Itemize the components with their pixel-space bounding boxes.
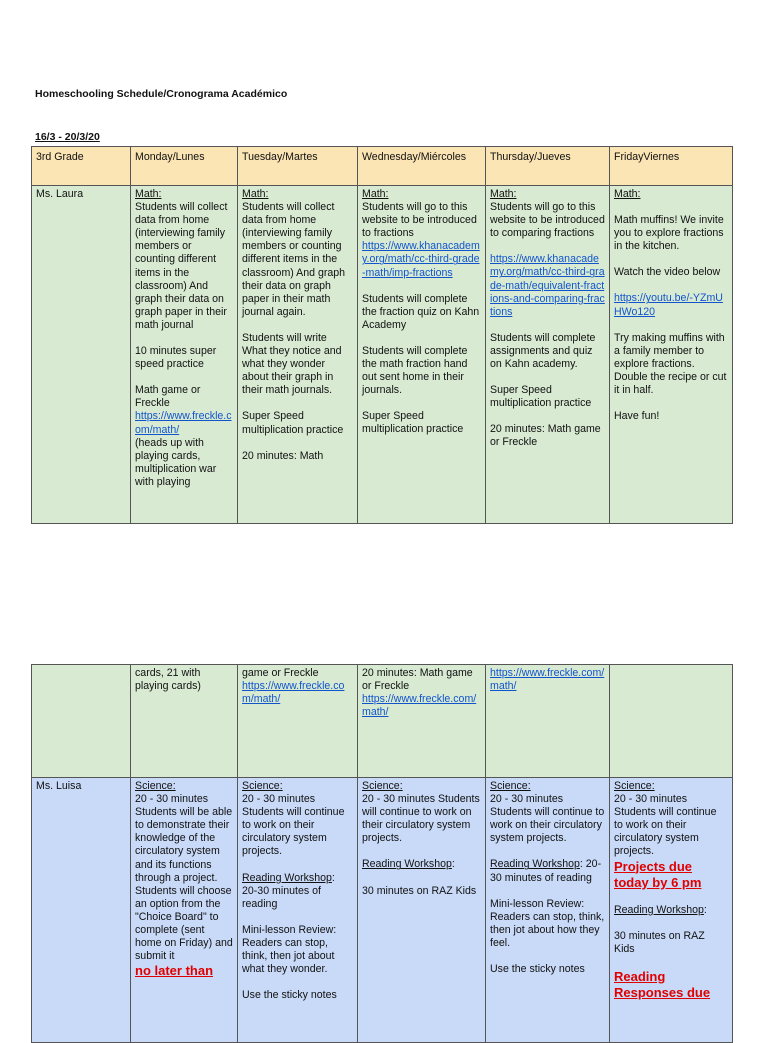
cell-text: 10 minutes super speed practice xyxy=(135,345,217,371)
cell-monday-cont xyxy=(131,665,238,778)
cell-text: game or Freckle xyxy=(242,667,319,679)
cell-friday-science xyxy=(610,778,733,1043)
cell-text: Math game or Freckle xyxy=(135,384,201,410)
date-range: 16/3 - 20/3/20 xyxy=(35,131,100,143)
cell-monday-math xyxy=(131,186,238,524)
cell-wednesday-cont xyxy=(358,665,486,778)
reading-workshop: Reading Workshop: xyxy=(614,903,707,916)
cell-tuesday-cont xyxy=(238,665,358,778)
cell-text: Mini-lesson Review: Readers can stop, think, then jot about how they feel. xyxy=(490,897,605,949)
cell-text: 20 - 30 minutes Students will continue to work on their circulatory system projects. xyxy=(362,793,480,845)
header-thursday: Thursday/Jueves xyxy=(486,147,610,186)
cell-friday-math xyxy=(610,186,733,524)
subject-label: Reading Workshop xyxy=(362,858,452,871)
cell-text: Students will complete assignments and quiz on Kahn academy. xyxy=(490,331,596,371)
cell-text: Students will go to this website to be introduced to comparing fractions xyxy=(490,201,605,240)
cell-monday-science xyxy=(131,778,238,1043)
cell-text: Super Speed multiplication practice xyxy=(490,384,592,410)
deadline-note: Projects due today by 6 pm xyxy=(614,858,702,890)
cell-text: cards, 21 with playing cards) xyxy=(135,667,201,693)
schedule-table-2 xyxy=(31,664,733,1043)
cell-text: 30 minutes on RAZ Kids xyxy=(614,929,705,955)
cell-text: Super Speed multiplication practice xyxy=(242,410,344,436)
cell-text: 30 minutes on RAZ Kids xyxy=(362,884,477,897)
schedule-table-1 xyxy=(31,146,733,524)
subject-label: Reading Workshop xyxy=(614,903,704,916)
cell-text: Math muffins! We invite you to explore fractions in the kitchen. xyxy=(614,214,724,253)
subject-label: Science: xyxy=(135,780,176,792)
freckle-link[interactable]: https://www.freckle.com/math/ xyxy=(242,680,345,706)
subject-label: Math: xyxy=(362,188,389,200)
cell-text: 20 minutes: Math game or Freckle xyxy=(362,667,473,693)
cell-text: 20 minutes: Math game or Freckle xyxy=(490,423,601,449)
youtube-link[interactable]: https://youtu.be/-YZmUHWo120 xyxy=(614,292,723,318)
khanacademy-link[interactable]: https://www.khanacademy.org/math/cc-third-grade-math/imp-fractions xyxy=(362,240,480,279)
reading-workshop: Reading Workshop: xyxy=(362,858,455,871)
cell-text: Watch the video below xyxy=(614,266,721,279)
cell-wednesday-math xyxy=(358,186,486,524)
teacher-cell-empty xyxy=(32,665,131,778)
teacher-name: Ms. Laura xyxy=(32,186,131,524)
header-friday: FridayViernes xyxy=(610,147,733,186)
cell-text: Use the sticky notes xyxy=(490,963,585,976)
cell-text: 20 minutes: Math xyxy=(242,449,324,462)
cell-text: Students will go to this website to be introduced to fractions xyxy=(362,201,477,240)
cell-text: Super Speed multiplication practice xyxy=(362,410,464,436)
reading-workshop xyxy=(490,858,605,884)
cell-text: Students will collect data from home (interviewing family members or counting different items in the classroom) And graph their data on graph paper in their math journal again. xyxy=(242,201,346,318)
deadline-note: no later than xyxy=(135,963,214,979)
reading-workshop xyxy=(242,872,353,911)
cell-text: : 20-30 minutes of reading xyxy=(242,871,335,910)
subject-label: Reading Workshop xyxy=(242,871,332,884)
cell-thursday-math xyxy=(486,186,610,524)
cell-text: Students will complete the fraction quiz on Kahn Academy xyxy=(362,292,480,331)
header-monday: Monday/Lunes xyxy=(131,147,238,186)
table-row-ms-laura-continued xyxy=(32,665,733,778)
cell-wednesday-science xyxy=(358,778,486,1043)
cell-text: Students will complete the math fraction hand out sent home in their journals. xyxy=(362,344,468,397)
document-title: Homeschooling Schedule/Cronograma Académico xyxy=(35,88,288,100)
teacher-name: Ms. Luisa xyxy=(32,778,131,1043)
cell-thursday-science xyxy=(486,778,610,1043)
freckle-link[interactable]: https://www.freckle.com/math/ xyxy=(362,693,477,719)
cell-text: 20 - 30 minutes Students will be able to demonstrate their knowledge of the circulatory system and its functions through a project. Students will choose an option from the "Choice Board" to complete (sent home on Friday) and submit it xyxy=(135,793,233,963)
cell-text: : 20-30 minutes of reading xyxy=(490,858,602,884)
cell-text: Have fun! xyxy=(614,410,660,423)
header-row xyxy=(32,147,733,186)
header-grade: 3rd Grade xyxy=(32,147,131,186)
khanacademy-link[interactable]: https://www.khanacademy.org/math/cc-third-grade-math/equivalent-fractions-and-comparing-fractions xyxy=(490,253,605,318)
subject-label: Science: xyxy=(362,780,403,792)
subject-label: Science: xyxy=(614,780,655,792)
deadline-note: Reading Responses due xyxy=(614,968,711,1000)
subject-label: Math: xyxy=(242,188,269,200)
subject-label: Math: xyxy=(490,188,517,200)
freckle-link[interactable]: https://www.freckle.com/math/ xyxy=(490,667,605,693)
cell-text: (heads up with playing cards, multiplication war with playing xyxy=(135,436,217,488)
cell-text: 20 - 30 minutes Students will continue to work on their circulatory system projects. xyxy=(490,793,605,845)
cell-text: Students will collect data from home (interviewing family members or counting different items in the classroom) And graph their data on graph paper in their math journal xyxy=(135,201,228,331)
cell-text: Mini-lesson Review: Readers can stop, think, then jot about what they wonder. xyxy=(242,923,337,976)
subject-label: Science: xyxy=(490,780,531,792)
cell-thursday-cont xyxy=(486,665,610,778)
table-row-ms-luisa xyxy=(32,778,733,1043)
subject-label: Science: xyxy=(242,780,283,792)
table-row-ms-laura xyxy=(32,186,733,524)
cell-text: 20 - 30 minutes Students will continue to work on their circulatory system projects. xyxy=(614,793,717,858)
cell-text: Use the sticky notes xyxy=(242,989,337,1002)
cell-text: Students will write What they notice and what they wonder about their graph in their math journals. xyxy=(242,331,342,397)
header-wednesday: Wednesday/Miércoles xyxy=(358,147,486,186)
subject-label: Math: xyxy=(135,188,162,200)
freckle-link[interactable]: https://www.freckle.com/math/ xyxy=(135,410,232,436)
cell-text: Try making muffins with a family member to explore fractions. Double the recipe or cut it in half. xyxy=(614,331,727,397)
subject-label: Math: xyxy=(614,188,641,200)
subject-label: Reading Workshop xyxy=(490,858,580,871)
cell-text: 20 - 30 minutes Students will continue to work on their circulatory system projects. xyxy=(242,793,345,858)
cell-tuesday-science xyxy=(238,778,358,1043)
cell-tuesday-math xyxy=(238,186,358,524)
header-tuesday: Tuesday/Martes xyxy=(238,147,358,186)
cell-friday-cont xyxy=(610,665,733,778)
